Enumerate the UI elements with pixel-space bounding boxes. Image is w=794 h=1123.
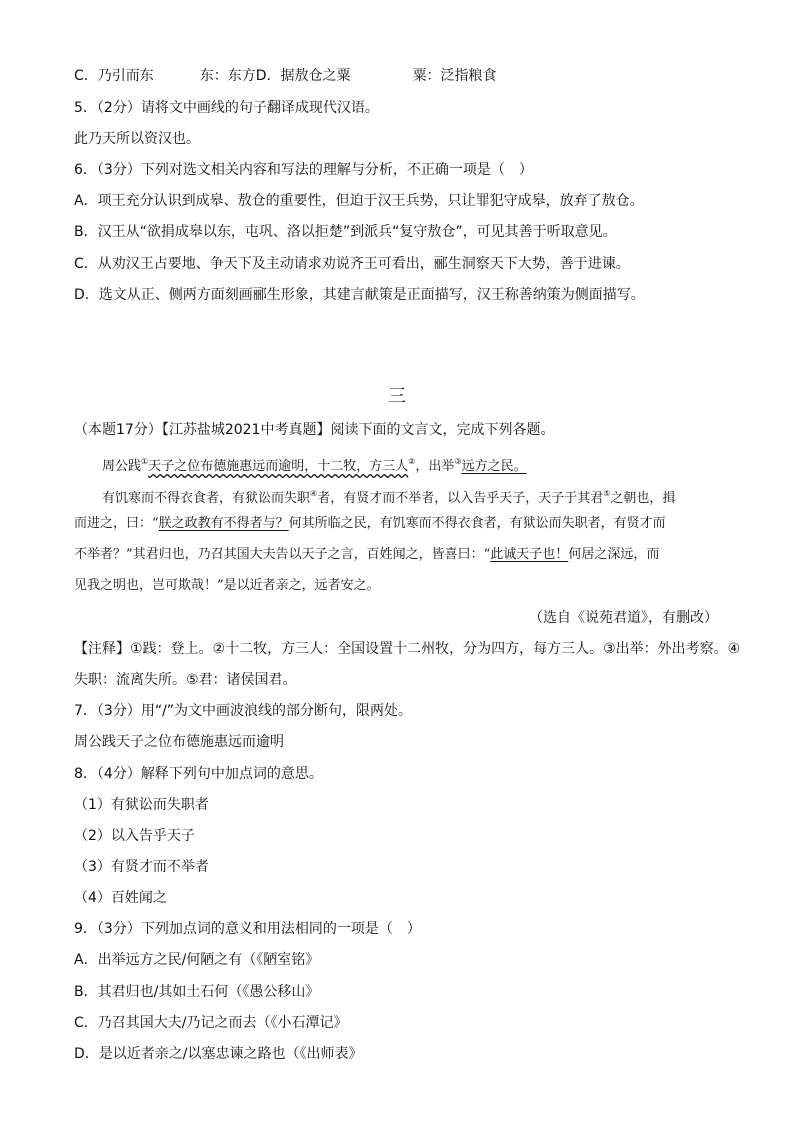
passage-paragraph-2-line-4: 见我之明也，岂可欺哉！”是以近者亲之，远者安之。 [74,578,380,593]
passage-text: 有饥寒而不得衣食者，有狱讼而失职 [102,491,311,506]
q8-item-3: （3）有贤才而不举者 [74,859,209,875]
passage-text: 不举者？”其君归也，乃召其国大夫告以天子之言，百姓闻之，皆喜曰：“ [74,547,491,562]
q9-option-a: A．出举远方之民/何陋之有（《陋室铭》 [74,952,320,968]
note-mark-4: ④ [310,489,318,498]
note-mark-2: ② [408,457,416,466]
passage-text: ，出举 [415,459,455,474]
underlined-text: 远方之民。 [461,459,527,474]
notes-line-2: 失职：流离失所。⑤君：诸侯国君。 [74,672,297,688]
passage-paragraph-2-line-3 [74,545,659,565]
passage-text: 者，有贤才而不举者，以入告乎天子，天子于其君 [317,491,604,506]
q7-sentence: 周公践天子之位布德施惠远而逾明 [74,734,284,750]
q8-item-4: （4）百姓闻之 [74,890,167,906]
notes-line-1: 【注释】①践：登上。②十二牧，方三人：全国设置十二州牧，分为四方，每方三人。③出举：外出考察。④ [74,641,741,657]
q9-option-b: B．其君归也/其如土石何（《愚公移山》 [74,984,320,1000]
note-mark-1: ① [141,457,149,466]
note-mark-3: ③ [454,457,462,466]
underlined-sentence-1: 朕之政教有不得者与？ [158,516,289,531]
section-heading: 三 [388,386,406,407]
note-mark-5: ⑤ [603,489,611,498]
q4-options-line [74,66,497,86]
passage-paragraph-2-line-2 [74,514,666,534]
q9-option-d: D．是以近者亲之/以塞忠谏之路也（《出师表》 [74,1046,363,1062]
wavy-underlined-text: 天子之位布德施惠远而逾明，十二牧，方三人 [148,459,409,474]
q5-stem: 5．（2分）请将文中画线的句子翻译成现代汉语。 [74,100,379,116]
underlined-sentence-2: 此诚天子也！ [490,547,569,562]
passage-text: 之朝也，揖 [610,491,676,506]
q8-item-2: （2）以入告乎天子 [74,828,195,844]
q9-option-c: C．乃召其国大夫/乃记之而去（《小石潭记》 [74,1015,348,1031]
q9-stem: 9．（3分）下列加点词的意义和用法相同的一项是（ ） [74,921,421,937]
passage-paragraph-1 [102,452,527,477]
q4-option-c: C．乃引而东 [74,68,154,84]
passage-text: 何居之深远，而 [568,547,660,562]
passage-paragraph-2-line-1 [102,484,675,509]
q6-option-b: B．汉王从“欲捐成皋以东，屯巩、洛以拒楚”到派兵“复守敖仓”，可见其善于听取意见。 [74,224,617,240]
q6-stem: 6．（3分）下列对选文相关内容和写法的理解与分析，不正确一项是（ ） [74,162,533,178]
q8-item-1: （1）有狱讼而失职者 [74,797,209,813]
passage-text: 何其所临之民，有饥寒而不得衣食者，有狱讼而失职者，有贤才而 [288,516,666,531]
q8-stem: 8．（4分）解释下列句中加点词的意思。 [74,766,323,782]
q5-sentence: 此乃天所以资汉也。 [74,131,200,147]
q4-option-d-gloss: 粟：泛指粮食 [412,68,497,84]
q6-option-d: D．选文从正、侧两方面刻画郦生形象，其建言献策是正面描写，汉王称善纳策为侧面描写。 [74,287,645,303]
section-intro: （本题17分）【江苏盐城2021中考真题】阅读下面的文言文，完成下列各题。 [74,422,555,438]
q4-option-d: D．据敖仓之粟 [255,68,351,84]
passage-text: 周公践 [102,459,142,474]
passage-source: （选自《说苑君道》，有删改） [529,610,718,626]
q4-option-c-gloss: 东：东方 [199,68,256,84]
q6-option-a: A．项王充分认识到成皋、敖仓的重要性，但迫于汉王兵势，只让罪犯守成皋，放弃了敖仓。 [74,193,644,209]
q6-option-c: C．从劝汉王占要地、争天下及主动请求劝说齐王可看出，郦生洞察天下大势，善于进谏。 [74,256,630,272]
passage-text: 而进之，曰：“ [74,516,159,531]
q7-stem: 7．（3分）用“/”为文中画波浪线的部分断句，限两处。 [74,703,413,719]
